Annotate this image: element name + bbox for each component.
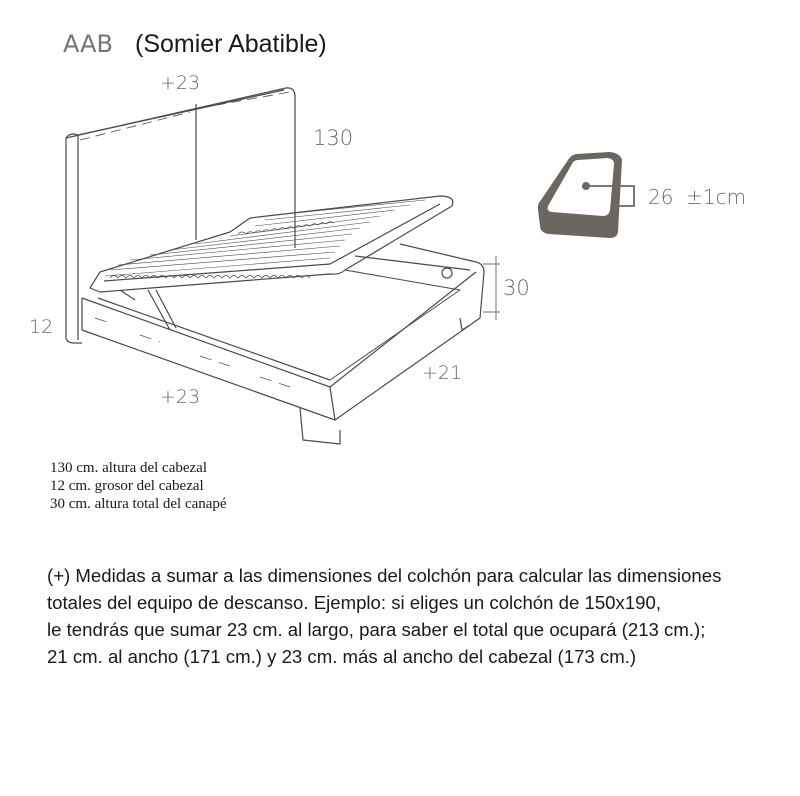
- storage-base: [82, 244, 484, 444]
- spec-item: 130 cm. altura del cabezal: [50, 460, 208, 476]
- model-name: (Somier Abatible): [135, 30, 327, 58]
- base-width-label: +21: [422, 362, 463, 384]
- slatted-base: [90, 196, 453, 330]
- headboard-thickness-label: 12: [29, 316, 54, 338]
- note-line: (+) Medidas a sumar a las dimensiones del colchón para calcular las dimensiones: [47, 565, 722, 586]
- height-dimension-bracket: [483, 256, 500, 320]
- dimensions-note: [47, 562, 721, 670]
- note-line: le tendrás que sumar 23 cm. al largo, para saber el total que ocupará (213 cm.);: [47, 619, 706, 640]
- spec-item: 30 cm. altura total del canapé: [50, 496, 227, 512]
- headboard-width-label: +23: [160, 72, 201, 94]
- base-height-label: 30: [503, 276, 530, 300]
- base-length-label: +23: [160, 386, 201, 408]
- spec-item: 12 cm. grosor del cabezal: [50, 478, 204, 494]
- model-code: AAB: [63, 30, 113, 58]
- note-line: 21 cm. al ancho (171 cm.) y 23 cm. más al ancho del cabezal (173 cm.): [47, 646, 637, 667]
- mattress-thickness-label: 26 ±1cm: [648, 185, 747, 209]
- headboard-height-label: 130: [313, 126, 354, 150]
- note-line: totales del equipo de descanso. Ejemplo: si eliges un colchón de 150x190,: [47, 592, 662, 613]
- mattress-thickness-icon: [538, 152, 634, 238]
- specs-list: [50, 459, 227, 513]
